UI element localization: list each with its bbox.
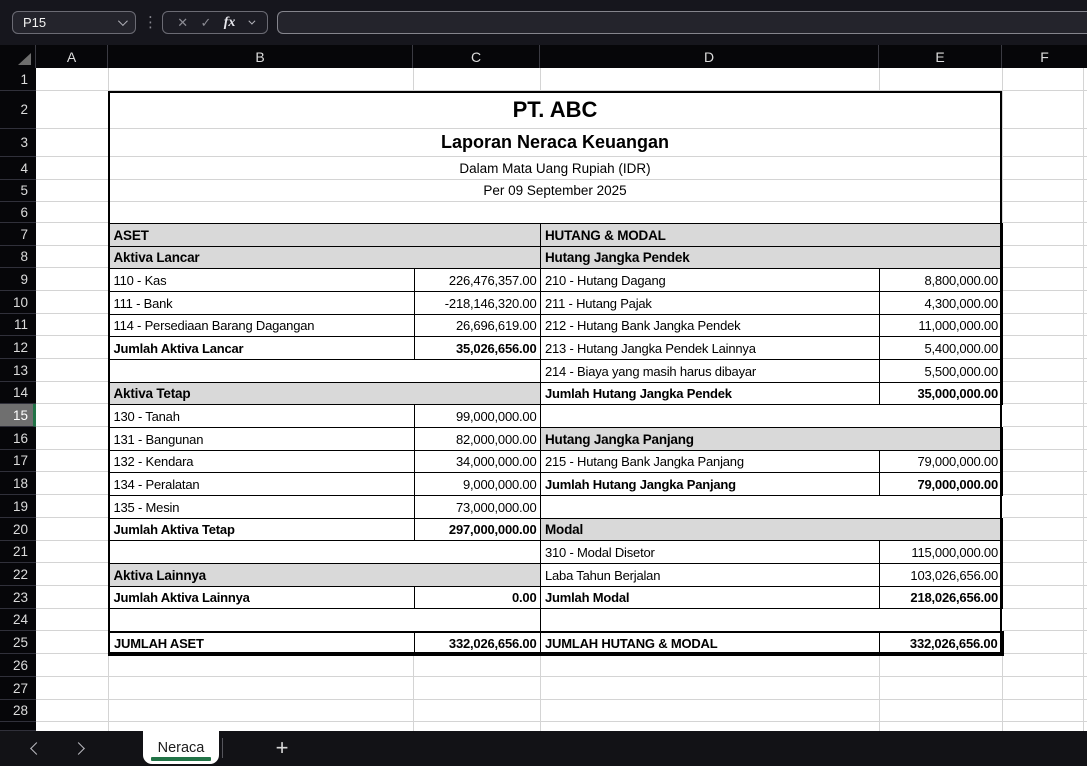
subtotal-value-cell[interactable]: 79,000,000.00 — [880, 473, 1003, 496]
chevron-right-icon — [72, 742, 85, 755]
account-label-cell[interactable]: 134 - Peralatan — [109, 473, 414, 496]
report-title-spacer — [108, 202, 1002, 223]
empty-cell[interactable] — [880, 609, 1003, 632]
account-value-cell[interactable]: 82,000,000.00 — [414, 428, 541, 451]
report-date[interactable]: Per 09 September 2025 — [108, 180, 1002, 202]
cancel-button[interactable]: ✕ — [177, 15, 189, 30]
empty-cell[interactable] — [880, 496, 1003, 519]
row-header-21[interactable]: 21 — [0, 541, 36, 563]
next-sheet-button[interactable] — [69, 740, 87, 758]
subtotal-label-cell[interactable]: Jumlah Aktiva Tetap — [109, 519, 414, 541]
empty-cell[interactable] — [414, 541, 541, 564]
column-header-e[interactable]: E — [879, 45, 1002, 68]
section-header-cell[interactable]: HUTANG & MODAL — [541, 224, 1003, 247]
account-value-cell[interactable]: 103,026,656.00 — [880, 564, 1003, 587]
account-label-cell[interactable]: 211 - Hutang Pajak — [541, 292, 880, 315]
empty-cell[interactable] — [541, 496, 880, 519]
row-header-20[interactable]: 20 — [0, 518, 36, 541]
account-value-cell[interactable]: 99,000,000.00 — [414, 405, 541, 428]
row-header-28[interactable]: 28 — [0, 700, 36, 722]
row-header-24[interactable]: 24 — [0, 609, 36, 631]
row-header-12[interactable]: 12 — [0, 336, 36, 359]
row-header-16[interactable]: 16 — [0, 427, 36, 450]
account-value-cell[interactable]: 9,000,000.00 — [414, 473, 541, 496]
account-label-cell[interactable]: 210 - Hutang Dagang — [541, 269, 880, 292]
row-header-1[interactable]: 1 — [0, 68, 36, 91]
account-label-cell[interactable]: 310 - Modal Disetor — [541, 541, 880, 564]
row-header-14[interactable]: 14 — [0, 382, 36, 404]
formula-input[interactable] — [277, 11, 1087, 34]
grid-row — [36, 700, 1087, 722]
column-header-b[interactable]: B — [108, 45, 413, 68]
account-label-cell[interactable]: Laba Tahun Berjalan — [541, 564, 880, 587]
name-box[interactable] — [12, 11, 136, 34]
account-label-cell[interactable]: 130 - Tanah — [109, 405, 414, 428]
section-header-cell[interactable]: Modal — [541, 519, 1003, 541]
enter-button[interactable]: ✓ — [200, 15, 212, 30]
empty-cell[interactable] — [880, 405, 1003, 428]
subtotal-label-cell[interactable]: Jumlah Aktiva Lancar — [109, 337, 414, 360]
liabilities-equity-table — [540, 223, 1004, 656]
column-header-a[interactable]: A — [36, 45, 108, 68]
section-header-cell[interactable]: Aktiva Lainnya — [109, 564, 541, 587]
account-value-cell[interactable]: 226,476,357.00 — [414, 269, 541, 292]
formula-toolbar — [0, 0, 1087, 45]
account-label-cell[interactable]: 135 - Mesin — [109, 496, 414, 519]
sheet-tab-label: Neraca — [157, 739, 205, 756]
subtotal-value-cell[interactable]: 35,026,656.00 — [414, 337, 541, 360]
account-value-cell[interactable]: -218,146,320.00 — [414, 292, 541, 315]
select-all-triangle-icon — [18, 53, 31, 65]
account-value-cell[interactable]: 34,000,000.00 — [414, 451, 541, 473]
account-label-cell[interactable]: 131 - Bangunan — [109, 428, 414, 451]
account-value-cell[interactable]: 73,000,000.00 — [414, 496, 541, 519]
formula-buttons-group — [162, 11, 268, 34]
gridline-vertical — [1083, 68, 1084, 731]
row-header-5[interactable]: 5 — [0, 180, 36, 202]
account-label-cell[interactable]: 132 - Kendara — [109, 451, 414, 473]
row-header-25[interactable]: 25 — [0, 631, 36, 654]
empty-cell[interactable] — [109, 360, 414, 383]
column-header-d[interactable]: D — [540, 45, 879, 68]
column-header-c[interactable]: C — [413, 45, 540, 68]
grid-row — [36, 654, 1087, 677]
grand-total-value-cell[interactable]: 332,026,656.00 — [414, 632, 541, 655]
row-header-8[interactable]: 8 — [0, 246, 36, 268]
empty-cell[interactable] — [109, 609, 414, 632]
account-value-cell[interactable]: 11,000,000.00 — [880, 315, 1003, 337]
row-header-11[interactable]: 11 — [0, 314, 36, 336]
empty-cell[interactable] — [109, 541, 414, 564]
section-header-cell[interactable]: ASET — [109, 224, 541, 247]
empty-cell[interactable] — [414, 609, 541, 632]
tab-separator — [222, 738, 223, 758]
subtotal-value-cell[interactable]: 297,000,000.00 — [414, 519, 541, 541]
row-header-15-selected[interactable]: 15 — [0, 404, 36, 427]
row-header-partial — [0, 722, 36, 731]
subtotal-value-cell[interactable]: 218,026,656.00 — [880, 587, 1003, 609]
company-name[interactable]: PT. ABC — [108, 91, 1002, 129]
row-header-27[interactable]: 27 — [0, 677, 36, 700]
section-header-cell[interactable]: Hutang Jangka Panjang — [541, 428, 1003, 451]
assets-table — [108, 223, 542, 656]
insert-function-button[interactable]: fx — [223, 14, 236, 30]
toolbar-separator-dots-icon: ⋮ — [143, 14, 158, 31]
account-value-cell[interactable]: 5,500,000.00 — [880, 360, 1003, 383]
function-dropdown-icon[interactable] — [248, 18, 255, 25]
account-label-cell[interactable]: 110 - Kas — [109, 269, 414, 292]
active-tab-underline — [151, 757, 211, 761]
account-value-cell[interactable]: 79,000,000.00 — [880, 451, 1003, 473]
row-header-13[interactable]: 13 — [0, 359, 36, 382]
subtotal-value-cell[interactable]: 35,000,000.00 — [880, 383, 1003, 405]
row-header-17[interactable]: 17 — [0, 450, 36, 472]
grid-row — [36, 722, 1087, 731]
account-label-cell[interactable]: 114 - Persediaan Barang Dagangan — [109, 315, 414, 337]
account-label-cell[interactable]: 212 - Hutang Bank Jangka Pendek — [541, 315, 880, 337]
account-value-cell[interactable]: 26,696,619.00 — [414, 315, 541, 337]
prev-sheet-button[interactable] — [27, 740, 45, 758]
row-header-19[interactable]: 19 — [0, 495, 36, 518]
section-header-cell[interactable]: Aktiva Lancar — [109, 247, 541, 269]
row-header-22[interactable]: 22 — [0, 563, 36, 586]
sheet-tab-neraca[interactable] — [143, 731, 219, 764]
grid-row — [36, 677, 1087, 700]
name-box-value: P15 — [23, 15, 47, 30]
column-header-f[interactable]: F — [1040, 48, 1049, 65]
row-header-2[interactable]: 2 — [0, 91, 36, 129]
empty-cell[interactable] — [414, 360, 541, 383]
row-header-10[interactable]: 10 — [0, 291, 36, 314]
empty-cell[interactable] — [541, 405, 880, 428]
row-header-7[interactable]: 7 — [0, 223, 36, 246]
subtotal-label-cell[interactable]: Jumlah Hutang Jangka Pendek — [541, 383, 880, 405]
grand-total-label-cell[interactable]: JUMLAH ASET — [109, 632, 414, 655]
report-currency[interactable]: Dalam Mata Uang Rupiah (IDR) — [108, 157, 1002, 180]
empty-cell[interactable] — [541, 609, 880, 632]
section-header-cell[interactable]: Aktiva Tetap — [109, 383, 541, 405]
account-value-cell[interactable]: 5,400,000.00 — [880, 337, 1003, 360]
subtotal-label-cell[interactable]: Jumlah Hutang Jangka Panjang — [541, 473, 880, 496]
account-label-cell[interactable]: 111 - Bank — [109, 292, 414, 315]
account-label-cell[interactable]: 214 - Biaya yang masih harus dibayar — [541, 360, 880, 383]
account-label-cell[interactable]: 215 - Hutang Bank Jangka Panjang — [541, 451, 880, 473]
chevron-left-icon — [30, 742, 43, 755]
section-header-cell[interactable]: Hutang Jangka Pendek — [541, 247, 1003, 269]
row-header-6[interactable]: 6 — [0, 202, 36, 223]
account-label-cell[interactable]: 213 - Hutang Jangka Pendek Lainnya — [541, 337, 880, 360]
row-header-23[interactable]: 23 — [0, 586, 36, 609]
subtotal-label-cell[interactable]: Jumlah Modal — [541, 587, 880, 609]
sheet-tab-bar — [0, 731, 1087, 766]
report-title-block — [108, 91, 1002, 223]
subtotal-value-cell[interactable]: 0.00 — [414, 587, 541, 609]
chevron-down-icon — [118, 16, 128, 26]
account-value-cell[interactable]: 8,800,000.00 — [880, 269, 1003, 292]
row-header-26[interactable]: 26 — [0, 654, 36, 677]
row-header-18[interactable]: 18 — [0, 472, 36, 495]
row-header-4[interactable]: 4 — [0, 157, 36, 180]
subtotal-label-cell[interactable]: Jumlah Aktiva Lainnya — [109, 587, 414, 609]
account-value-cell[interactable]: 4,300,000.00 — [880, 292, 1003, 315]
grand-total-label-cell[interactable]: JUMLAH HUTANG & MODAL — [541, 632, 880, 655]
select-all-button[interactable] — [0, 45, 36, 68]
row-header-3[interactable]: 3 — [0, 129, 36, 157]
column-headers — [0, 45, 1087, 68]
add-sheet-button[interactable]: + — [275, 735, 289, 760]
grand-total-value-cell[interactable]: 332,026,656.00 — [880, 632, 1003, 655]
row-header-9[interactable]: 9 — [0, 268, 36, 291]
report-title[interactable]: Laporan Neraca Keuangan — [108, 129, 1002, 157]
grid-row — [36, 68, 1087, 91]
account-value-cell[interactable]: 115,000,000.00 — [880, 541, 1003, 564]
